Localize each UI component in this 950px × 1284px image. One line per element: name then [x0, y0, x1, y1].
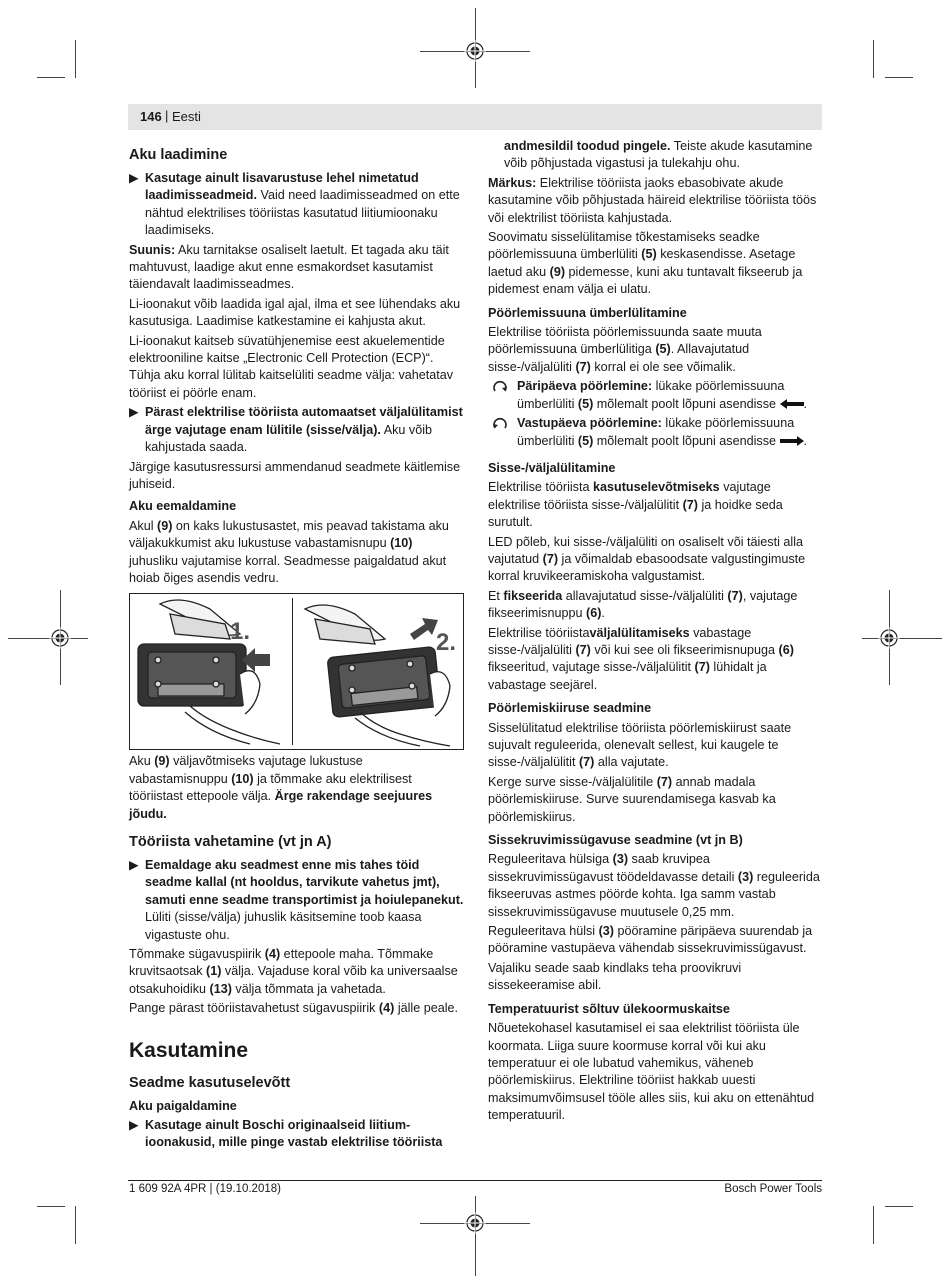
caption-bold-text: Ärge rakendage seejuures jõudu.: [129, 789, 433, 821]
registration-mark-icon: [464, 1212, 486, 1234]
paragraph-markus: [488, 175, 822, 227]
registration-mark-icon: [464, 40, 486, 62]
text: reguleerida fikseeruvas astmes pöörde kohta. Iga samm vastab sissekruvimissügavuse muutusele 0,25 mm.: [488, 869, 820, 919]
ref-number: (7): [575, 642, 591, 657]
paragraph-hulsi: [488, 923, 822, 958]
paragraph-tommake: [129, 946, 464, 998]
ref-number: (5): [655, 342, 671, 357]
bold-text: fikseerida: [503, 588, 563, 603]
ref-number: (7): [694, 660, 710, 675]
rotate-counterclockwise-icon: [491, 416, 509, 432]
heading-suund: Pöörlemissuuna ümberlülitamine: [488, 305, 687, 320]
arrow-left-icon: [780, 399, 804, 409]
text: väljavõtmiseks vajutage lukustuse vabastamisnuppu: [129, 754, 363, 786]
text: vabastage sisse-/väljalüliti: [488, 625, 752, 657]
text: mõlemalt poolt lõpuni asendisse: [593, 396, 780, 411]
ref-number: (10): [390, 536, 413, 551]
paragraph-suund: [488, 324, 822, 376]
crop-mark: [475, 1196, 476, 1276]
crop-mark: [885, 77, 913, 78]
warning-continuation: [488, 138, 822, 173]
ref-number: (5): [641, 247, 657, 262]
text: keskasendisse. Asetage laetud aku: [488, 247, 796, 279]
warning-item: [129, 1117, 464, 1152]
paragraph-kerge: [488, 774, 822, 826]
warning-text: Aku võib kahjustada saada.: [145, 422, 432, 455]
heading-temperatuur: Temperatuurist sõltuv ülekoormuskaitse: [488, 1001, 730, 1016]
registration-mark-icon: [49, 627, 71, 649]
heading-sisse: Sisse-/väljalülitamine: [488, 460, 616, 475]
ref-number: (13): [209, 981, 232, 996]
text: , vajutage fikseerimisnuppu: [488, 588, 798, 621]
rotation-label: Päripäeva pöörlemine:: [517, 379, 653, 394]
paragraph-liion-2: Li-ioonakut kaitseb süvatühjenemise eest akuelementide elektrooniline kaitse „Electronic Cell Protection (ECP)“. Tühja aku korral lülitab kaitselüliti seadme välja: vahetatav tööriist ei pöörle enam.: [129, 333, 454, 400]
crop-mark: [37, 77, 65, 78]
text: saab kruvipea sissekruvimissügavust töödeldavasse detaili: [488, 852, 738, 884]
heading-aku-eemaldamine: Aku eemaldamine: [129, 499, 237, 514]
step-label-1: 1.: [230, 618, 251, 646]
warning-bold-text: Kasutage ainult Boschi originaalseid liitium-ioonakusid, mille pinge vastab elektrilise tööriista: [145, 1118, 443, 1150]
paragraph-led: [488, 534, 822, 586]
ref-number: (7): [575, 359, 591, 374]
paragraph-kiirus: [488, 720, 822, 772]
text: juhusliku vajutamise korral. Seadmesse paigaldatud akut hoiab õiges asendis vedru.: [129, 553, 447, 585]
text: Soovimatu sisselülitamise tõkestamiseks seadke pöörlemissuuna ümberlüliti: [488, 230, 760, 262]
paragraph-fikseerida: [488, 588, 822, 623]
text: vajutage elektrilise tööriista sisse-/väljalülitit: [488, 480, 771, 512]
heading-vahetamine: Tööriista vahetamine (vt jn A): [129, 833, 332, 850]
text: ja hoidke seda surutult.: [488, 497, 783, 530]
ref-number: (7): [682, 497, 698, 512]
text: Kerge surve sisse-/väljalülitile: [488, 774, 657, 789]
text: alla vajutate.: [594, 755, 669, 770]
text: välja. Vajaduse koral võib ka universaalse otsakuhoidiku: [129, 964, 458, 996]
ref-number: (9): [549, 264, 566, 279]
paragraph-vajaliku: Vajaliku seade saab kindlaks teha proovikruvi sissekeeramise abil.: [488, 960, 742, 993]
text: ettepoole maha. Tõmmake kruvitsaotsak: [129, 947, 434, 979]
header-language: Eesti: [172, 109, 201, 124]
ref-number: (5): [577, 396, 594, 411]
footer-document-id: 1 609 92A 4PR | (19.10.2018): [129, 1183, 281, 1195]
text: Pange pärast tööriistavahetust sügavuspiirik: [129, 1001, 379, 1016]
figure-caption: [129, 753, 464, 823]
crop-mark: [873, 40, 874, 78]
page-header: [128, 104, 822, 130]
crop-mark: [37, 1206, 65, 1207]
heading-sugavus: Sissekruvimissügavuse seadmine (vt jn B): [488, 833, 743, 848]
rotation-counterclockwise-item: Vastupäeva pöörlemine: lükake pöörlemissuuna ümberlüliti (5) mõlemalt poolt lõpuni asendisse .: [488, 415, 822, 450]
ref-number: (4): [378, 1001, 395, 1016]
battery-removal-illustration: [130, 594, 463, 749]
ref-number: (10): [231, 771, 254, 786]
heading-kasutamine: Kasutamine: [129, 1038, 249, 1062]
ref-number: (7): [542, 551, 559, 566]
text: annab madala pöörlemiskiiruse. Surve suurendamisega kasvab ka pöörlemiskiirus.: [488, 774, 776, 824]
text: jälle peale.: [394, 1001, 459, 1016]
ref-number: (4): [264, 947, 281, 961]
text: Elektrilise tööriista: [488, 625, 590, 640]
paragraph-soovimatu: [488, 229, 822, 299]
ref-number: (5): [577, 433, 594, 448]
ref-number: (9): [154, 754, 170, 769]
text: lükake pöörlemissuuna ümberlüliti: [517, 416, 795, 448]
page-number: 146: [140, 109, 162, 124]
note-text: Aku tarnitakse osaliselt laetult. Et tagada aku täit mahtuvust, laadige akut enne esmakordset kasutamist täiendavalt laadimisseadmes.: [129, 242, 449, 292]
text: mõlemalt poolt lõpuni asendisse: [593, 433, 780, 448]
step-label-2: 2.: [436, 629, 457, 657]
pull-arrow-icon: [410, 618, 438, 640]
text: .: [601, 606, 605, 621]
warning-bold-text: Pärast elektrilise tööriista automaatset väljalülitamist ärge vajutage enam lülitile (sisse/välja).: [145, 405, 463, 437]
note-label: Märkus:: [488, 175, 537, 190]
paragraph-reguleeritava: [488, 851, 822, 921]
paragraph-sisse: [488, 479, 822, 531]
paragraph-valjalulitamine: [488, 625, 822, 695]
footer-brand: Bosch Power Tools: [724, 1183, 822, 1195]
warning-text: Teiste akude kasutamine võib põhjustada vigastusi ja tulekahju ohu.: [504, 139, 813, 171]
ref-number: (7): [727, 588, 743, 603]
crop-mark: [75, 1206, 76, 1244]
ref-number: (1): [206, 964, 222, 979]
note-label: Suunis:: [129, 242, 176, 257]
ref-number: (7): [578, 755, 595, 770]
arrow-right-icon: [780, 436, 804, 446]
battery-removal-figure: [129, 593, 464, 750]
text: Akul: [129, 518, 157, 533]
warning-text: Vaid need laadimisseadmed on ette nähtud elektrilises tööriistas kasutatud liitiumioonaku laadimiseks.: [145, 188, 460, 238]
bold-text: väljalülitamiseks: [589, 625, 690, 640]
text: Reguleeritava hülsi: [488, 924, 599, 939]
crop-mark: [885, 1206, 913, 1207]
ref-number: (3): [612, 852, 629, 867]
text: välja tõmmata ja vahetada.: [231, 981, 386, 996]
text: LED põleb, kui sisse-/väljalüliti on osaliselt või täiesti alla vajutatud: [488, 534, 803, 566]
warning-arrow-icon: ▶: [129, 171, 139, 185]
registration-mark-icon: [878, 627, 900, 649]
warning-arrow-icon: ▶: [129, 857, 139, 872]
heading-aku-laadimine: Aku laadimine: [129, 147, 228, 163]
warning-bold-text: Kasutage ainult lisavarustuse lehel nimetatud laadimisseadmeid.: [145, 171, 419, 203]
warning-item: [129, 170, 464, 240]
text: või kui see oli fikseerimisnupuga: [590, 642, 779, 657]
warning-text: Lüliti (sisse/välja) juhuslik käsitsemine toob kaasa vigastuste ohu.: [145, 910, 422, 942]
paragraph-pange: [129, 1000, 464, 1017]
text: lühidalt ja vabastage seejärel.: [488, 660, 767, 692]
text: Et: [488, 588, 504, 603]
paragraph-suunis: [129, 242, 464, 294]
text: ja tõmmake aku elektrilisest tööriistast ettepoole välja.: [129, 771, 412, 804]
text: korral ei ole see võimalik.: [590, 359, 736, 374]
ref-number: (6): [586, 606, 602, 621]
crop-mark: [75, 40, 76, 78]
text: pööramine päripäeva suurendab ja pööramine vastupäeva vähendab sissekruvimissügavust.: [488, 924, 813, 956]
crop-mark: [862, 638, 942, 639]
warning-arrow-icon: ▶: [129, 1118, 139, 1133]
ref-number: (3): [737, 869, 754, 884]
header-separator: |: [165, 108, 169, 123]
heading-kiirus: Pöörlemiskiiruse seadmine: [488, 701, 652, 716]
crop-mark: [873, 1206, 874, 1244]
text: Reguleeritava hülsiga: [488, 852, 613, 867]
warning-item: [129, 857, 464, 944]
heading-aku-paigaldamine: Aku paigaldamine: [129, 1098, 237, 1113]
rotate-clockwise-icon: [491, 379, 509, 395]
text: lükake pöörlemissuuna ümberlüliti: [517, 379, 785, 411]
text: . Allavajutatud sisse-/väljalüliti: [488, 342, 750, 374]
paragraph-liion-1: Li-ioonakut võib laadida igal ajal, ilma et see lühendaks aku kasutusiga. Laadimise katkestamine ei kahjusta akut.: [129, 296, 461, 329]
ref-number: (9): [157, 518, 173, 533]
paragraph-temperatuur: Nõuetekohasel kasutamisel ei saa elektrilist tööriista üle koormata. Liiga suure koormuse korral või kui aku temperatuur ei ole lubatud vahemikus, väheneb pöörlemiskiirus. Elektriline tööriist hakkab uuesti maksimumvõimsusel tööle alles siis, kui aku on ettenähtud temperatuuril.: [488, 1021, 815, 1123]
text: Elektrilise tööriista pöörlemissuunda saate muuta pöörlemissuuna ümberlülitiga: [488, 325, 762, 357]
warning-bold-text: andmesildil toodud pingele.: [504, 139, 671, 153]
figure-divider: [292, 598, 293, 745]
tool-handle-illustration: [138, 600, 280, 744]
note-text: Elektrilise tööriista jaoks ebasobivate akude kasutamine võib põhjustada häireid elektrilise tööriista töös või elektrilist tööriista kahjustada.: [488, 175, 817, 225]
warning-bold-text: Eemaldage aku seadmest enne mis tahes töid seadme kallal (nt hooldus, tarvikute vahetus jmt), samuti enne seadme transportimist ja hoiulepanekut.: [145, 857, 464, 907]
right-column: [488, 138, 822, 1127]
crop-mark: [8, 638, 88, 639]
rotation-clockwise-item: Päripäeva pöörlemine: lükake pöörlemissuuna ümberlüliti (5) mõlemalt poolt lõpuni asendisse .: [488, 378, 822, 413]
bold-text: kasutuselevõtmiseks: [592, 480, 720, 495]
text: allavajutatud sisse-/väljalüliti: [562, 588, 728, 603]
warning-arrow-icon: ▶: [129, 405, 139, 420]
left-column: [129, 138, 464, 1154]
paragraph-eemaldamine: [129, 518, 464, 588]
text: Aku: [129, 754, 155, 769]
footer-rule: [128, 1180, 822, 1181]
text: fikseeritud, vajutage sisse-/väljalülitit: [488, 660, 695, 675]
ref-number: (6): [778, 642, 794, 657]
warning-item: [129, 404, 464, 456]
text: Tõmmake sügavuspiirik: [129, 947, 265, 961]
rotation-label: Vastupäeva pöörlemine:: [517, 416, 662, 431]
text: ja võimaldab ebasoodsate valgustingimuste korral kruvikeeramiskoha valgustamist.: [488, 551, 806, 584]
ref-number: (3): [598, 924, 615, 939]
text: Elektrilise tööriista: [488, 480, 593, 495]
text: Sisselülitatud elektrilise tööriista pöörlemiskiirust saate sujuvalt reguleerida, olenevalt sellest, kui kaugele te sisse-/väljalülitit: [488, 720, 792, 770]
heading-kasutuselevott: Seadme kasutuselevõtt: [129, 1074, 291, 1091]
text: on kaks lukustusastet, mis peavad takistama aku väljakukkumist aku lukustuse vabastamisnupu: [129, 518, 449, 551]
text: pidemesse, kuni aku tuntavalt fikseerub ja pidemest enam välja ei ulatu.: [488, 264, 803, 297]
ref-number: (7): [656, 774, 673, 789]
paragraph-disposal: Järgige kasutusressursi ammendanud seadmete käitlemise juhiseid.: [129, 459, 461, 491]
